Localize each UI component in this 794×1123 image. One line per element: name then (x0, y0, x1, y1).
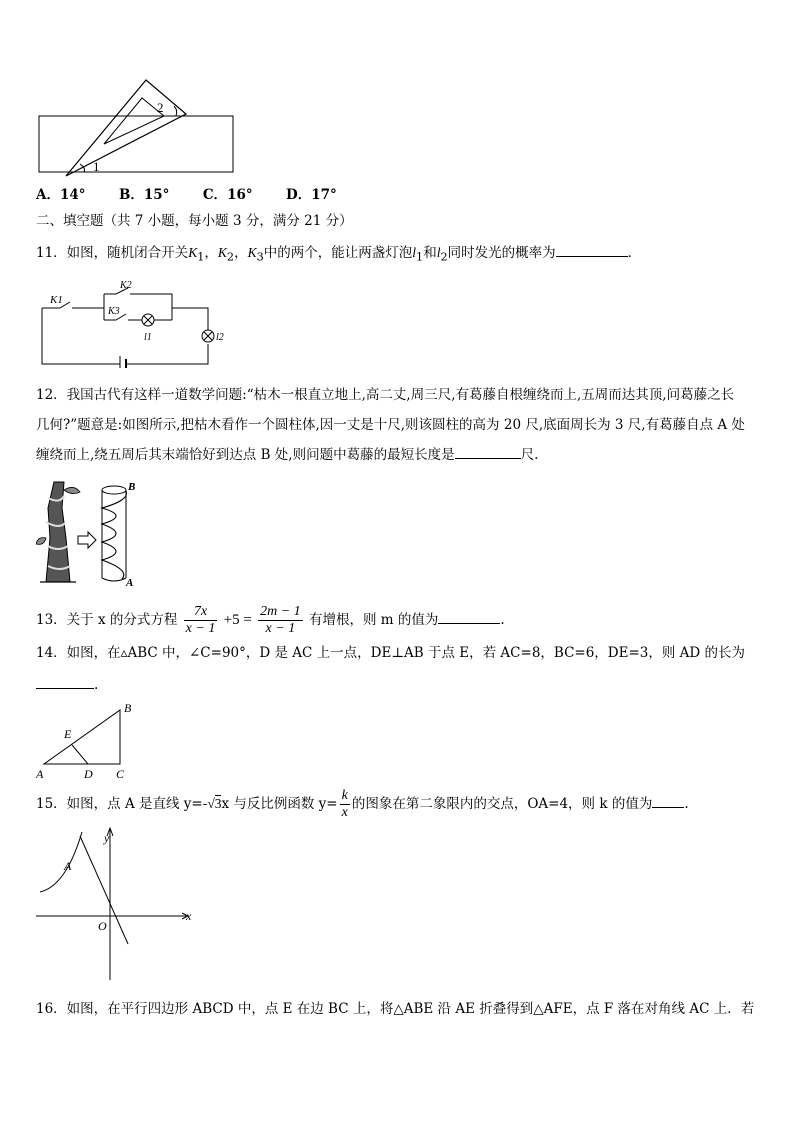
label-a: A (36, 767, 44, 781)
q12-figure (36, 478, 146, 588)
y-label: y (104, 831, 110, 845)
point-a-label: A (64, 859, 72, 873)
cylinder-icon (102, 486, 127, 581)
label-c: C (116, 767, 125, 781)
point-b-label: B (128, 481, 136, 493)
label-e: E (64, 727, 72, 741)
q12-line2: 几何?”题意是:如图所示,把枯木看作一个圆柱体,因一丈是十尺,则该圆柱的高为 20 尺,底面周长为 3 尺,有葛藤自点 A 处 (36, 417, 745, 433)
l2-label: l2 (216, 332, 224, 343)
option-a: A．14° (36, 187, 86, 203)
k1-label: K1 (50, 294, 63, 306)
fraction-1: $\frac{7x}{x - 1}$ (185, 604, 216, 636)
option-c: C．16° (202, 187, 253, 203)
q14-line2: . (36, 676, 98, 694)
l1-label: l1 (144, 332, 152, 343)
angle-2-label: 2 (157, 100, 164, 115)
label-b: B (124, 701, 132, 715)
q15-answer-blank[interactable] (652, 795, 684, 808)
q15-figure (36, 826, 196, 984)
triangle-outer (66, 80, 186, 176)
angle-1-label: 1 (93, 159, 100, 174)
q12-answer-blank[interactable] (455, 446, 521, 459)
ruler-rect (39, 116, 233, 172)
q11-text: 11．如图，随机闭合开关$K_1$，$K_2$，$K_3$中的两个，能让两盏灯泡$l_1$和$l_2$同时发光的概率为 ． (36, 245, 642, 264)
q10-options (36, 186, 337, 204)
q11-circuit (36, 278, 236, 368)
q14-figure (36, 700, 146, 782)
q10-figure (36, 76, 236, 180)
q14-line1: 14．如图，在▵ABC 中，∠C=90°，D 是 AC 上一点，DE⊥AB 于点 E，若 AC=8，BC=6，DE=3，则 AD 的长为 (36, 645, 746, 661)
point-a-label: A (126, 577, 134, 588)
q11-answer-blank[interactable] (556, 244, 628, 257)
triangle-abc (44, 710, 120, 764)
origin-label: O (98, 919, 107, 933)
option-d: D．17° (286, 187, 337, 203)
q12-line3: 缠绕而上,绕五周后其末端恰好到达点 B 处,则问题中葛藤的最短长度是 尺. (36, 447, 539, 463)
triangle-inner (104, 98, 164, 144)
sqrt-3: √3 (207, 796, 222, 811)
hyperbola-graph (40, 832, 82, 892)
q15-text: 15．如图，点 A 是直线 y=-√3x 与反比例函数 y= $\frac{k}{x}$ 的图象在第二象限内的交点，OA=4，则 k 的值为 . (36, 788, 689, 820)
q16-line1: 16．如图，在平行四边形 ABCD 中，点 E 在边 BC 上，将△ABE 沿 AE 折叠得到△AFE，点 F 落在对角线 AC 上．若 (36, 1001, 755, 1017)
arrow-icon (78, 532, 96, 548)
fraction-k-over-x: $\frac{k}{x}$ (341, 788, 348, 820)
q14-answer-blank[interactable] (36, 676, 94, 689)
label-d: D (84, 767, 93, 781)
k3-label: K3 (108, 306, 120, 317)
q13-answer-blank[interactable] (438, 611, 500, 624)
fraction-2: $\frac{2m - 1}{x - 1}$ (260, 604, 301, 636)
q13-text: 13．关于 x 的分式方程 $\frac{7x}{x - 1}$ +5 = $\frac{2m - 1}{x - 1}$ 有增根，则 m 的值为 . (36, 604, 505, 636)
option-b: B．15° (118, 187, 170, 203)
tree-icon (36, 482, 80, 582)
section-title: 二、填空题（共 7 小题，每小题 3 分，满分 21 分） (36, 213, 353, 229)
k2-label: K2 (120, 280, 132, 291)
x-label: x (186, 909, 192, 923)
q12-line1: 12．我国古代有这样一道数学问题:“枯木一根直立地上,高二丈,周三尺,有葛藤自根缠绕而上,五周而达其顶,问葛藤之长 (36, 387, 735, 403)
segment-de (72, 745, 88, 764)
